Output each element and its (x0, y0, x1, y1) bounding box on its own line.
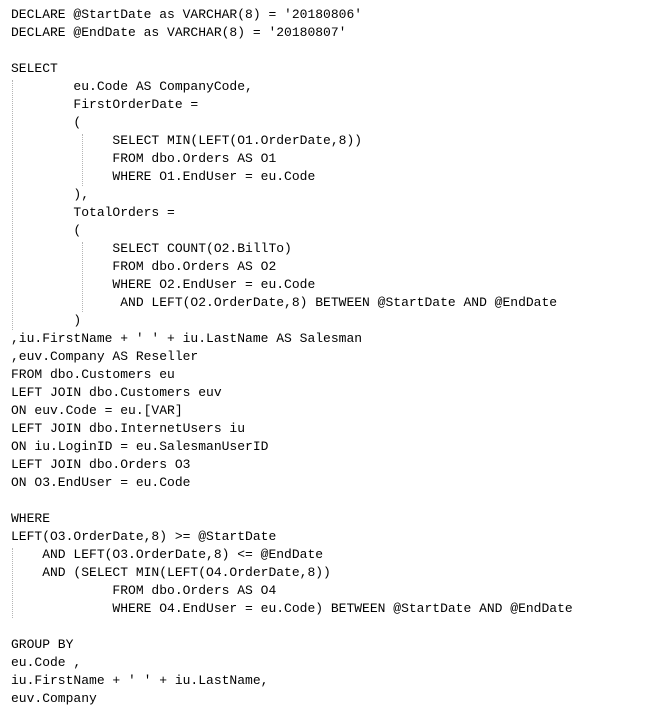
code-line: SELECT MIN(LEFT(O1.OrderDate,8)) (11, 133, 363, 148)
code-line: DECLARE @StartDate as VARCHAR(8) = '20180806' (11, 7, 363, 22)
code-line: ON O3.EndUser = eu.Code (11, 475, 191, 490)
code-line: LEFT JOIN dbo.Orders O3 (11, 457, 191, 472)
code-line: ,iu.FirstName + ' ' + iu.LastName AS Salesman (11, 331, 363, 346)
code-line: FROM dbo.Orders AS O4 (11, 583, 277, 598)
code-line: ) (11, 313, 82, 328)
code-line: AND (SELECT MIN(LEFT(O4.OrderDate,8)) (11, 565, 331, 580)
code-line: FROM dbo.Orders AS O2 (11, 259, 277, 274)
code-line: FROM dbo.Orders AS O1 (11, 151, 277, 166)
code-line: ON iu.LoginID = eu.SalesmanUserID (11, 439, 269, 454)
code-line: FROM dbo.Customers eu (11, 367, 175, 382)
code-line: WHERE O1.EndUser = eu.Code (11, 169, 316, 184)
code-line: ( (11, 115, 82, 130)
code-line: eu.Code AS CompanyCode, (11, 79, 253, 94)
code-line: ,euv.Company AS Reseller (11, 349, 199, 364)
code-line: LEFT JOIN dbo.Customers euv (11, 385, 222, 400)
code-line: eu.Code , (11, 655, 82, 670)
code-line: ), (11, 187, 90, 202)
code-line: LEFT JOIN dbo.InternetUsers iu (11, 421, 246, 436)
code-line: FirstOrderDate = (11, 97, 199, 112)
code-line: ON euv.Code = eu.[VAR] (11, 403, 183, 418)
code-line: DECLARE @EndDate as VARCHAR(8) = '20180807' (11, 25, 347, 40)
code-line: SELECT COUNT(O2.BillTo) (11, 241, 292, 256)
code-line: AND LEFT(O2.OrderDate,8) BETWEEN @StartDate AND @EndDate (11, 295, 558, 310)
code-line: TotalOrders = (11, 205, 175, 220)
code-line: WHERE O4.EndUser = eu.Code) BETWEEN @StartDate AND @EndDate (11, 601, 573, 616)
code-line: AND LEFT(O3.OrderDate,8) <= @EndDate (11, 547, 324, 562)
code-line: SELECT (11, 61, 58, 76)
code-line: ( (11, 223, 82, 238)
code-line: euv.Company (11, 691, 97, 706)
code-line: WHERE O2.EndUser = eu.Code (11, 277, 316, 292)
code-line: iu.FirstName + ' ' + iu.LastName, (11, 673, 269, 688)
code-line: WHERE (11, 511, 51, 526)
code-line: GROUP BY (11, 637, 74, 652)
code-line: LEFT(O3.OrderDate,8) >= @StartDate (11, 529, 277, 544)
